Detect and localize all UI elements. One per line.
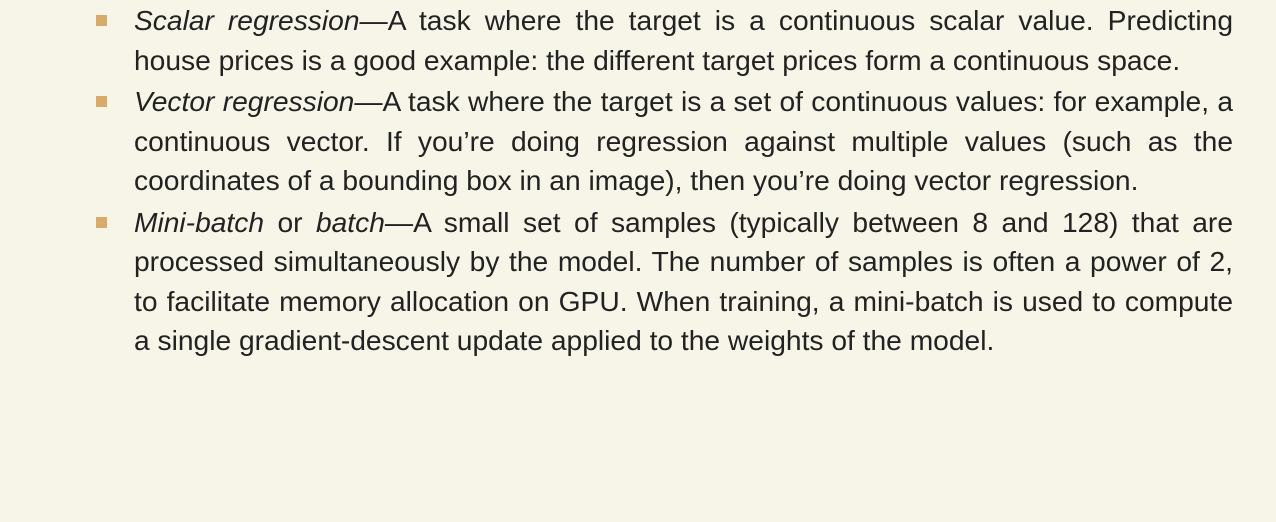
definition-term: Vector regression	[134, 85, 355, 117]
square-bullet-icon	[96, 15, 107, 26]
definition-body: A task where the target is a continuous scalar value. Predicting house prices is a good example: the different target prices form a continuous space.	[134, 4, 1233, 76]
square-bullet-icon	[96, 96, 107, 107]
definition-connector: or	[264, 205, 316, 238]
square-bullet-icon	[96, 217, 107, 228]
em-dash: —	[384, 205, 414, 238]
definition-scalar-regression	[134, 1, 1233, 80]
definition-vector-regression	[134, 82, 1233, 201]
definition-list	[134, 0, 1233, 363]
definition-term: Scalar regression	[134, 4, 360, 36]
definition-body: A small set of samples (typically between 8 and 128) that are processed simultaneously by the model. The number of samples is often a power of 2, to facilitate memory allocation on GPU. When training, a mini-batch is used to compute a single gradient-descent update applied to the weights of the model.	[134, 205, 1233, 356]
definition-term: Mini-batch	[134, 205, 265, 238]
em-dash: —	[359, 4, 388, 36]
definition-body: A task where the target is a set of continuous values: for example, a continuous vector. If you’re doing regression against multiple values (such as the coordinates of a bounding box in an image), then you’re doing vector regression.	[134, 85, 1234, 196]
em-dash: —	[354, 85, 383, 117]
definition-mini-batch	[134, 203, 1233, 361]
definition-term-alt: batch	[315, 205, 385, 238]
